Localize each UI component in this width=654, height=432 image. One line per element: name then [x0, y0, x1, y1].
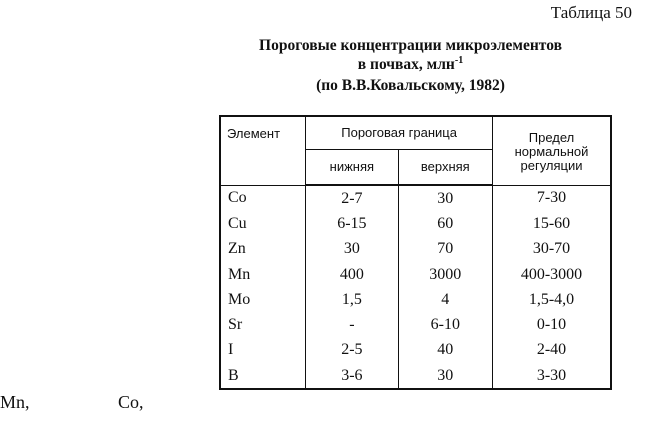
cell-element: I [220, 338, 306, 363]
cell-lower: 2-5 [306, 338, 398, 363]
header-threshold: Пороговая граница [306, 116, 493, 150]
table-row [220, 338, 611, 363]
table-number: Таблица 50 [550, 3, 632, 22]
cell-upper: 30 [398, 363, 492, 389]
cell-upper: 6-10 [398, 312, 492, 337]
cell-element: Sr [220, 312, 306, 337]
table-title-unit-exponent: -1 [454, 55, 464, 66]
cell-limit: 15-60 [493, 211, 611, 236]
header-lower: нижняя [306, 150, 398, 186]
cell-element: Co [220, 185, 306, 211]
cell-lower: 1,5 [306, 287, 398, 312]
cell-element: B [220, 363, 306, 389]
cell-limit: 2-40 [493, 338, 611, 363]
cell-upper: 40 [398, 338, 492, 363]
cell-lower: 400 [306, 262, 398, 287]
threshold-concentrations-table [219, 115, 612, 390]
table-title-line-3: (по В.В.Ковальскому, 1982) [316, 77, 505, 94]
cell-lower: 3-6 [306, 363, 398, 389]
table-row [220, 287, 611, 312]
cell-lower: - [306, 312, 398, 337]
table-title-line-1: Пороговые концентрации микроэлементов [259, 37, 562, 54]
table-row [220, 312, 611, 337]
table-title-line-2-text: в почвах, млн [357, 56, 455, 73]
table-row [220, 211, 611, 236]
cell-upper: 4 [398, 287, 492, 312]
body-text-mn: Mn, [0, 392, 30, 412]
body-text-co: Co, [118, 392, 144, 412]
header-element: Элемент [220, 116, 306, 185]
cell-limit: 400-3000 [493, 262, 611, 287]
cell-limit: 1,5-4,0 [493, 287, 611, 312]
header-regulation-limit: Предел нормальной регуляции [493, 116, 611, 185]
cell-lower: 30 [306, 237, 398, 262]
table-title-line-2 [218, 55, 603, 74]
cell-element: Cu [220, 211, 306, 236]
table-row [220, 185, 611, 211]
cell-upper: 70 [398, 237, 492, 262]
cell-limit: 30-70 [493, 237, 611, 262]
table-row [220, 363, 611, 389]
table-row [220, 262, 611, 287]
cell-limit: 7-30 [493, 185, 611, 211]
cell-element: Mn [220, 262, 306, 287]
cell-element: Zn [220, 237, 306, 262]
cell-lower: 2-7 [306, 185, 398, 211]
cell-limit: 3-30 [493, 363, 611, 389]
cell-upper: 60 [398, 211, 492, 236]
cell-lower: 6-15 [306, 211, 398, 236]
cell-limit: 0-10 [493, 312, 611, 337]
header-row-1 [220, 116, 611, 150]
cell-upper: 3000 [398, 262, 492, 287]
cell-element: Mo [220, 287, 306, 312]
cell-upper: 30 [398, 185, 492, 211]
table-row [220, 237, 611, 262]
header-upper: верхняя [398, 150, 492, 186]
